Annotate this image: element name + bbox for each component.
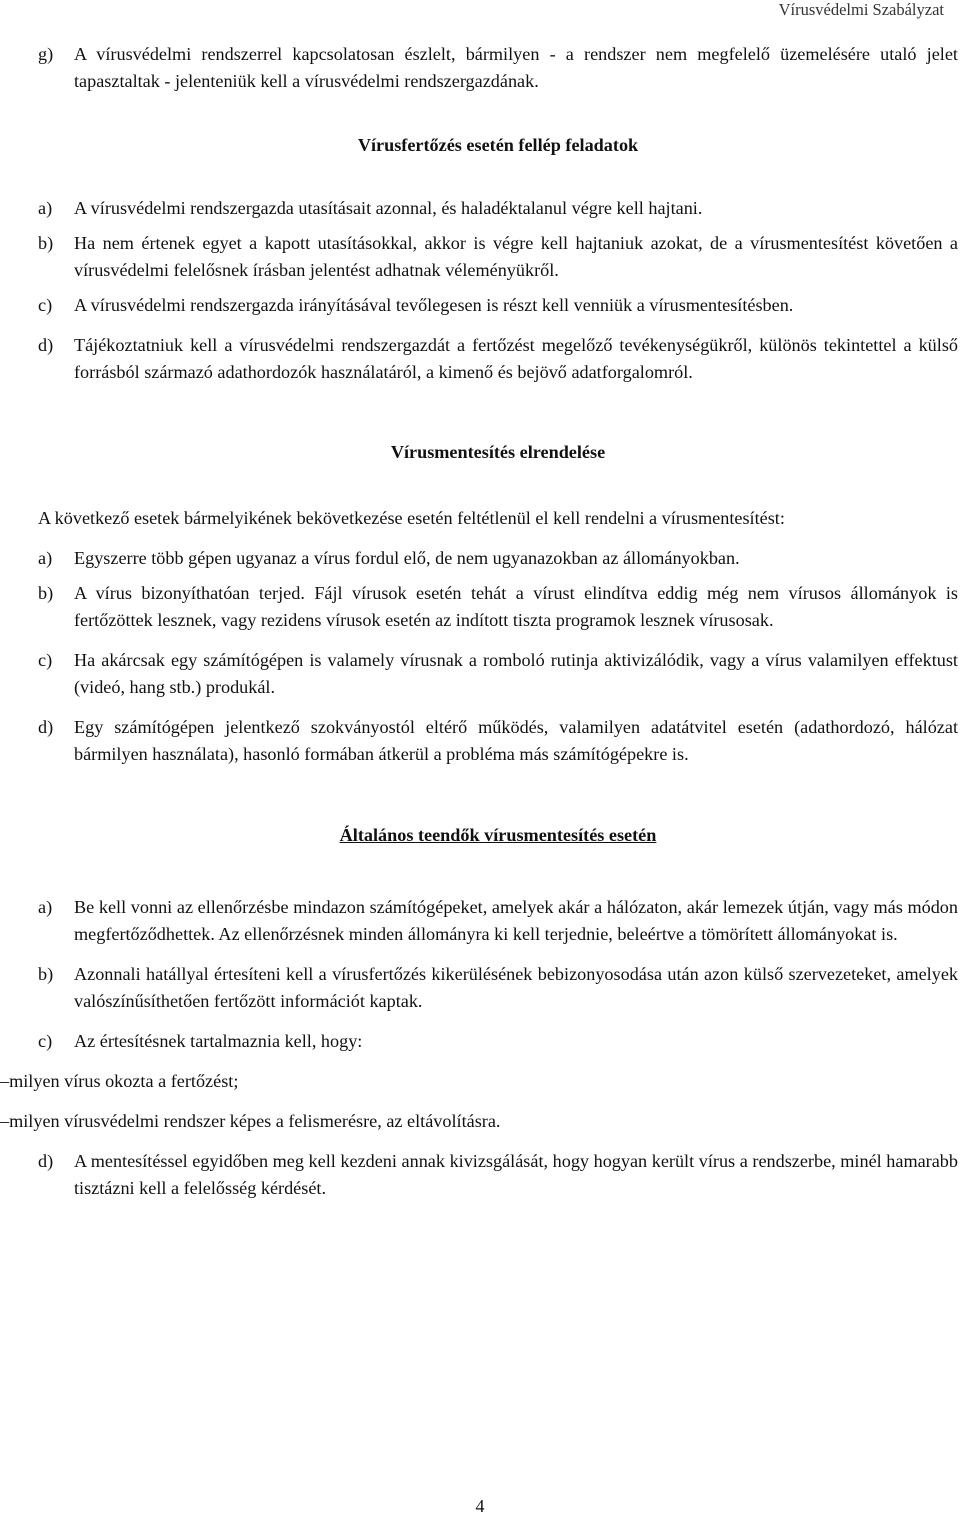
list-item [38, 894, 958, 948]
item-label: b) [38, 583, 54, 603]
section-intro: A következő esetek bármelyikének bekövetkezése esetén feltétlenül el kell rendelni a vírusmentesítést: [38, 508, 785, 528]
document-body [0, 41, 958, 1202]
item-label: a) [38, 548, 53, 568]
list-item [38, 230, 958, 284]
list-item [38, 714, 958, 768]
item-text: Az értesítésnek tartalmaznia kell, hogy: [74, 1031, 363, 1051]
item-text: A vírus bizonyíthatóan terjed. Fájl vírusok esetén tehát a vírust elindítva eddig még nem vírusos állományok is fertőzöttek lesznek, vagy rezidens vírusok esetén az indított tiszta programok lesznek vírusosak. [74, 583, 958, 630]
item-text: Be kell vonni az ellenőrzésbe mindazon számítógépeket, amelyek akár a hálózaton, akár lemezek útján, vagy más módon megfertőződhettek. Az ellenőrzésnek minden állományra ki kell terjednie, beleértve a tömörített állományokat is. [74, 897, 958, 944]
list-item [38, 332, 958, 386]
item-label: b) [38, 964, 54, 984]
item-label: g) [38, 44, 54, 64]
item-label: a) [38, 897, 53, 917]
item-text: Egy számítógépen jelentkező szokványostól eltérő működés, valamilyen adatátvitel esetén (adathordozó, hálózat bármilyen használata), hasonló formában átkerül a probléma más számítógépekre is. [74, 717, 958, 764]
list-item [38, 292, 958, 319]
list-item [38, 647, 958, 701]
list-item [38, 1148, 958, 1202]
dash-item: –milyen vírus okozta a fertőzést; [0, 1071, 239, 1091]
list-item [38, 580, 958, 634]
list-item [38, 961, 958, 1015]
item-label: c) [38, 650, 53, 670]
section-heading-text: Általános teendők vírusmentesítés esetén [339, 825, 657, 845]
section-heading: Vírusmentesítés elrendelése [390, 442, 606, 462]
item-label: c) [38, 1031, 53, 1051]
item-label: b) [38, 233, 54, 253]
running-header: Vírusvédelmi Szabályzat [778, 0, 944, 19]
item-text: A vírusvédelmi rendszergazda utasításait azonnal, és haladéktalanul végre kell hajtani. [74, 198, 703, 218]
item-label: d) [38, 335, 54, 355]
item-text: Azonnali hatállyal értesíteni kell a vírusfertőzés kikerülésének bebizonyosodása után azon külső szervezeteket, amelyek valószínűsíthetően fertőzött információt kaptak. [74, 964, 958, 1011]
item-text: Egyszerre több gépen ugyanaz a vírus fordul elő, de nem ugyanazokban az állományokban. [74, 548, 740, 568]
item-text: A vírusvédelmi rendszergazda irányításával tevőlegesen is részt kell venniük a vírusmentesítésben. [74, 295, 794, 315]
list-item [38, 41, 958, 95]
item-text: Ha akárcsak egy számítógépen is valamely vírusnak a romboló rutinja aktivizálódik, vagy a vírus valamilyen effektust (videó, hang stb.) produkál. [74, 650, 958, 697]
list-item [38, 1028, 958, 1055]
list-item [38, 195, 958, 222]
section-heading [38, 822, 958, 849]
section-heading: Vírusfertőzés esetén fellép feladatok [357, 135, 639, 155]
page-number: 4 [475, 1496, 485, 1516]
item-text: Ha nem értenek egyet a kapott utasításokkal, akkor is végre kell hajtaniuk azokat, de a vírusmentesítést követően a vírusvédelmi felelősnek írásban jelentést adhatnak véleményükről. [74, 233, 958, 280]
list-item [38, 545, 958, 572]
item-label: a) [38, 198, 53, 218]
item-text: Tájékoztatniuk kell a vírusvédelmi rendszergazdát a fertőzést megelőző tevékenységükről, különös tekintettel a külső forrásból származó adathordozók használatáról, a kimenő és bejövő adatforgalomról. [74, 335, 958, 382]
item-text: A mentesítéssel egyidőben meg kell kezdeni annak kivizsgálását, hogy hogyan került vírus a rendszerbe, minél hamarabb tisztázni kell a felelősség kérdését. [74, 1151, 958, 1198]
item-label: c) [38, 295, 53, 315]
item-label: d) [38, 717, 54, 737]
item-text: A vírusvédelmi rendszerrel kapcsolatosan észlelt, bármilyen - a rendszer nem megfelelő üzemelésére utaló jelet tapasztaltak - jelenteniük kell a vírusvédelmi rendszergazdának. [74, 44, 958, 91]
dash-item: –milyen vírusvédelmi rendszer képes a felismerésre, az eltávolításra. [0, 1111, 501, 1131]
item-label: d) [38, 1151, 54, 1171]
